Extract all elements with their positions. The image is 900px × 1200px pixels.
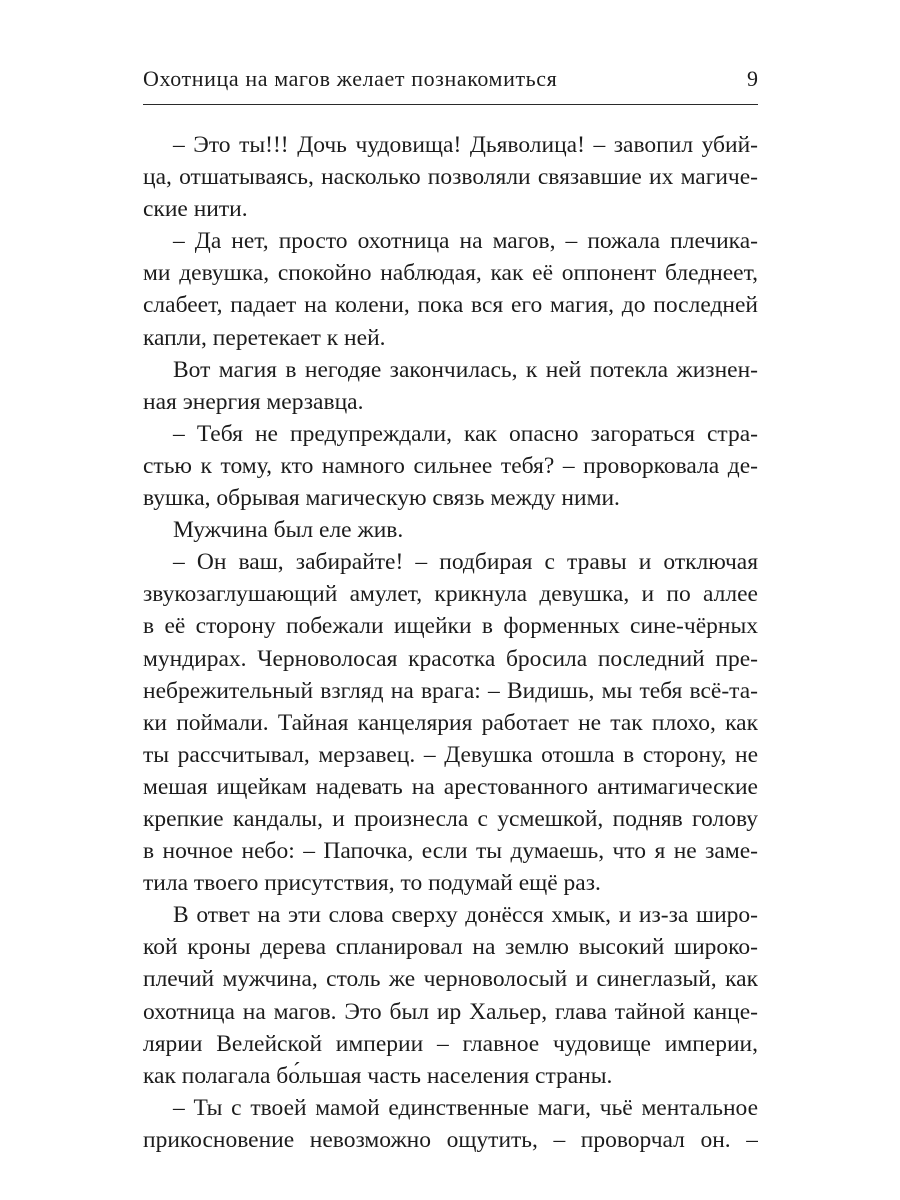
text-line: вушка, обрывая магическую связь между ними. (143, 485, 620, 512)
text-line: – Да нет, просто охотница на магов, – пожала плечика- (173, 228, 758, 255)
text-line: стью к тому, кто намного сильнее тебя? – проворковала де- (143, 452, 758, 479)
body-text (143, 129, 758, 1156)
text-line: ты рассчитывал, мерзавец. – Девушка отошла в сторону, не (143, 741, 758, 768)
text-line: капли, перетекает к ней. (143, 324, 386, 351)
text-line: как полагала бо́льшая часть населения страны. (143, 1062, 613, 1089)
text-line: – Это ты!!! Дочь чудовища! Дьяволица! – завопил убий- (173, 132, 758, 158)
text-line: ми девушка, спокойно наблюдая, как её оппонент бледнеет, (143, 260, 758, 287)
text-line: охотница на магов. Это был ир Хальер, глава тайной канце- (143, 998, 758, 1025)
running-title: Охотница на магов желает познакомиться (143, 66, 558, 91)
text-line: плечий мужчина, столь же черноволосый и синеглазый, как (143, 966, 758, 993)
text-line: слабеет, падает на колени, пока вся его магия, до последней (143, 292, 758, 319)
text-line: – Тебя не предупреждали, как опасно загораться стра- (173, 420, 758, 447)
text-line: ца, отшатываясь, насколько позволяли связавшие их магиче- (143, 164, 758, 191)
text-line: кой кроны дерева спланировал на землю высокий широко- (143, 934, 758, 961)
text-line: ная энергия мерзавца. (143, 388, 364, 415)
text-line: ки поймали. Тайная канцелярия работает не так плохо, как (143, 709, 758, 736)
text-line: – Он ваш, забирайте! – подбирая с травы и отключая (173, 549, 758, 576)
text-line: лярии Велейской империи – главное чудовище империи, (143, 1030, 758, 1057)
page-number: 9 (747, 66, 758, 91)
text-line: тила твоего присутствия, то подумай ещё раз. (143, 870, 601, 897)
text-line: – Ты с твоей мамой единственные маги, чьё ментальное (173, 1094, 758, 1121)
text-line: небрежительный взгляд на врага: – Видишь, мы тебя всё-та- (143, 677, 758, 704)
text-line: Вот магия в негодяе закончилась, к ней потекла жизнен- (173, 356, 758, 383)
page-header (143, 64, 758, 105)
text-line: мешая ищейкам надевать на арестованного антимагические (143, 773, 758, 800)
text-line: мундирах. Черноволосая красотка бросила последний пре- (143, 645, 758, 672)
text-line: В ответ на эти слова сверху донёсся хмык, и из-за широ- (173, 902, 758, 929)
text-line: звукозаглушающий амулет, крикнула девушка, и по аллее (143, 581, 758, 608)
text-line: ские нити. (143, 196, 248, 223)
text-line: в её сторону побежали ищейки в форменных сине-чёрных (143, 613, 758, 640)
text-line: Мужчина был еле жив. (173, 517, 404, 544)
text-line: в ночное небо: – Папочка, если ты думаешь, что я не заме- (143, 838, 758, 865)
text-line: крепкие кандалы, и произнесла с усмешкой, подняв голову (143, 805, 758, 832)
text-line: прикосновение невозможно ощутить, – проворчал он. – (143, 1126, 758, 1153)
